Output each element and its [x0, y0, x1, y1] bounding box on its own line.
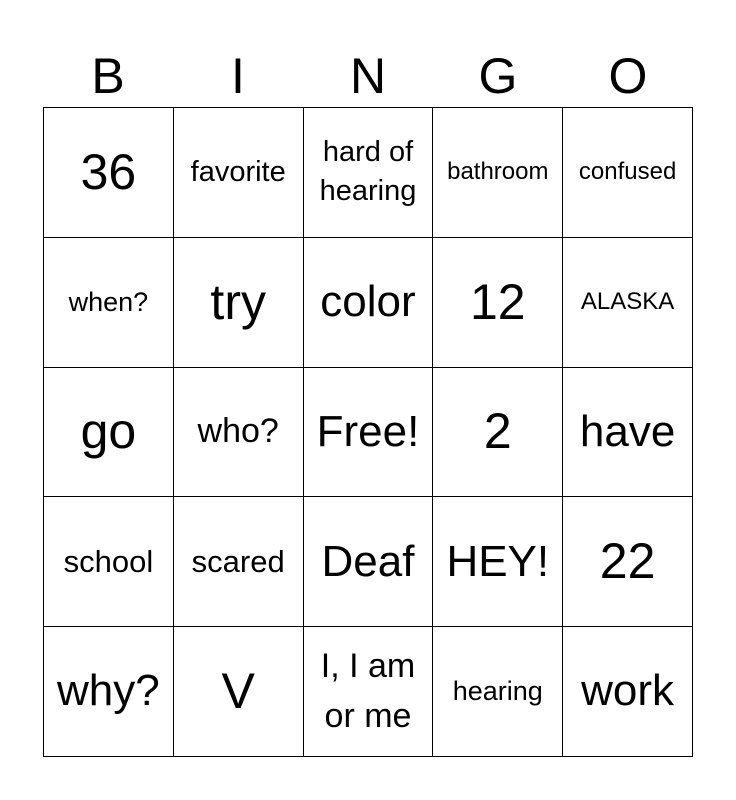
bingo-card-grid	[43, 107, 693, 757]
cell-label: who?	[197, 412, 279, 451]
bingo-cell[interactable]	[433, 238, 563, 368]
header-letter-n: N	[349, 48, 387, 104]
cell-label: favorite	[190, 156, 286, 188]
header-letter-g: G	[478, 48, 518, 104]
bingo-cell[interactable]	[304, 108, 434, 238]
cell-label: 2	[483, 403, 512, 460]
bingo-cell[interactable]	[174, 368, 304, 498]
cell-label: hard of hearing	[319, 136, 417, 208]
cell-label: Deaf	[321, 536, 415, 586]
cell-label: school	[63, 543, 154, 579]
bingo-cell[interactable]	[433, 497, 563, 627]
cell-label: Free!	[316, 406, 420, 456]
cell-label: try	[210, 273, 266, 330]
cell-label: 36	[80, 143, 137, 200]
bingo-cell[interactable]	[304, 627, 434, 757]
cell-label: 22	[599, 533, 656, 590]
cell-label: bathroom	[447, 158, 549, 185]
bingo-cell[interactable]	[44, 108, 174, 238]
header-letter-o: O	[608, 48, 648, 104]
bingo-header	[43, 44, 693, 108]
cell-label: hearing	[452, 676, 543, 707]
cell-label: when?	[68, 287, 149, 317]
cell-label: I, I am or me	[320, 647, 416, 735]
header-letter-b: B	[91, 48, 125, 104]
bingo-cell[interactable]	[563, 368, 693, 498]
bingo-cell[interactable]	[44, 238, 174, 368]
bingo-cell[interactable]	[44, 627, 174, 757]
bingo-cell[interactable]	[433, 627, 563, 757]
bingo-cell[interactable]	[433, 108, 563, 238]
bingo-cell[interactable]	[304, 368, 434, 498]
bingo-cell[interactable]	[563, 238, 693, 368]
cell-label: scared	[191, 543, 285, 579]
bingo-cell[interactable]	[563, 108, 693, 238]
cell-label: ALASKA	[580, 287, 675, 315]
bingo-cell[interactable]	[563, 627, 693, 757]
bingo-cell[interactable]	[174, 627, 304, 757]
bingo-cell[interactable]	[304, 238, 434, 368]
header-letter-i: I	[231, 48, 245, 104]
bingo-cell[interactable]	[304, 497, 434, 627]
bingo-cell[interactable]	[563, 497, 693, 627]
cell-label: V	[221, 663, 255, 720]
cell-label: 12	[469, 273, 526, 330]
bingo-cell[interactable]	[174, 497, 304, 627]
cell-label: color	[320, 277, 416, 326]
cell-label: go	[80, 403, 137, 460]
cell-label: work	[581, 666, 675, 716]
bingo-cell[interactable]	[44, 368, 174, 498]
cell-label: have	[579, 406, 676, 456]
cell-label: HEY!	[446, 536, 550, 586]
cell-label: why?	[57, 666, 160, 716]
bingo-cell[interactable]	[44, 497, 174, 627]
bingo-cell[interactable]	[174, 108, 304, 238]
bingo-cell[interactable]	[174, 238, 304, 368]
bingo-cell[interactable]	[433, 368, 563, 498]
cell-label: confused	[578, 158, 677, 185]
